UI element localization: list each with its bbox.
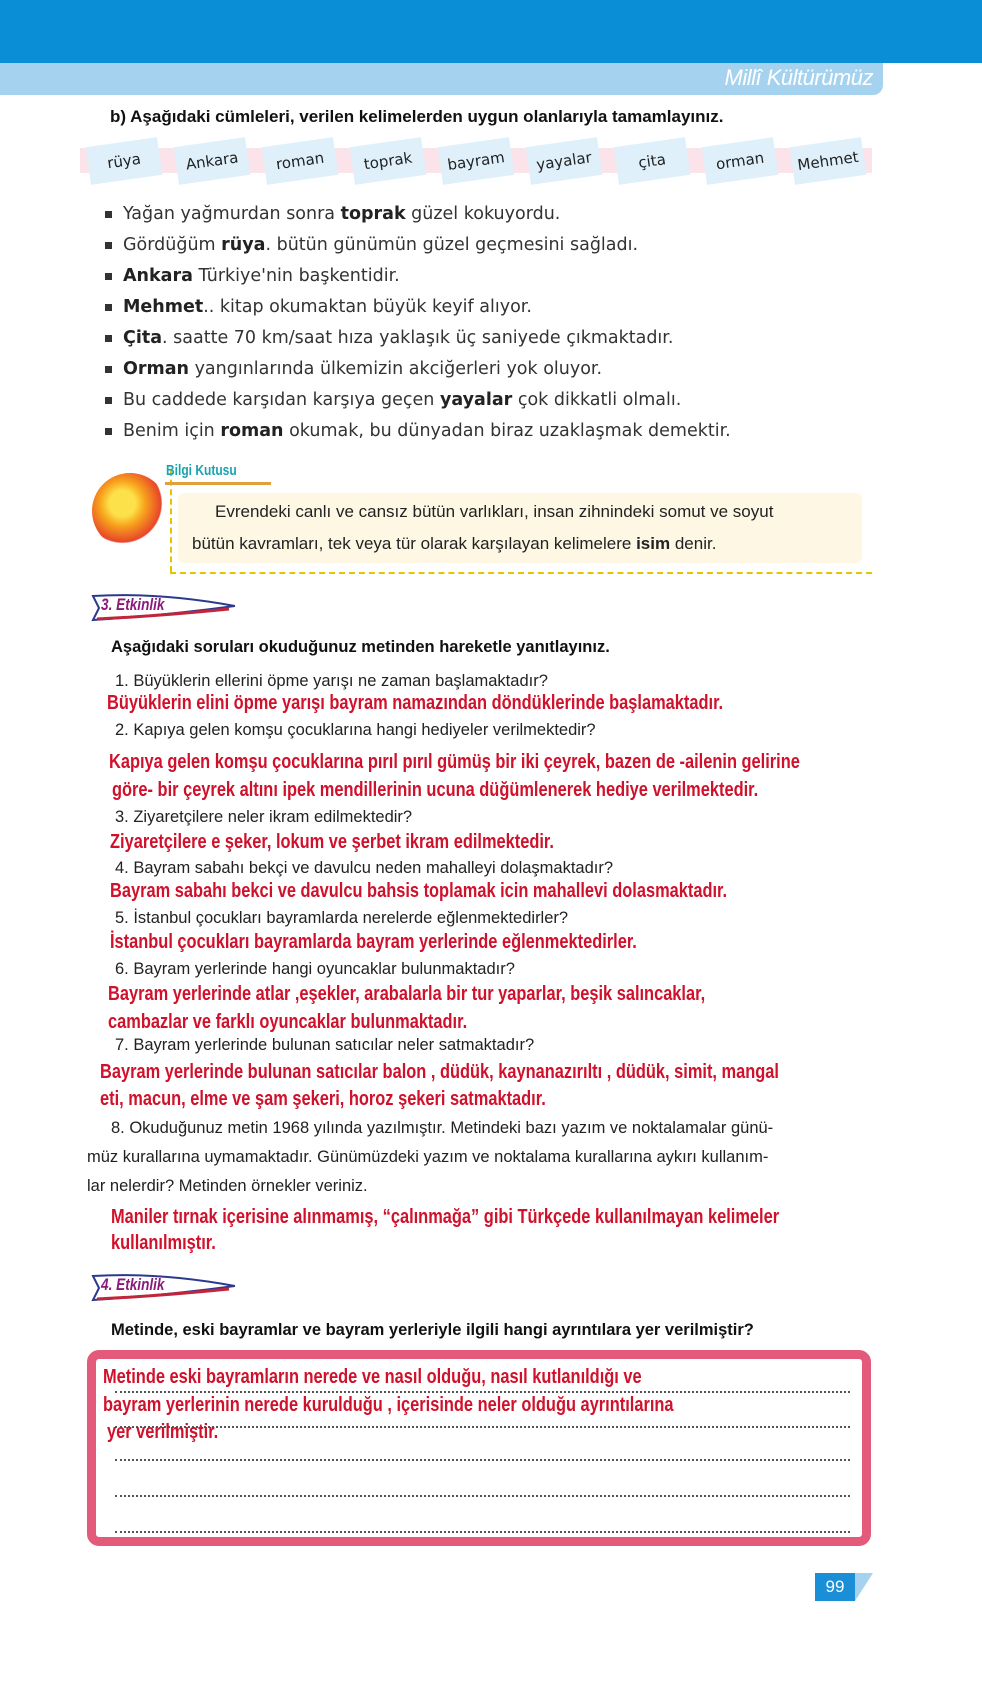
word-tag-label: rüya (86, 137, 163, 185)
word-tag (80, 138, 168, 184)
sentence-text: .. kitap okumaktan büyük keyif alıyor. (203, 297, 532, 317)
answer-7-line2: eti, macun, elme ve şam şekeri, horoz şekeri satmaktadır. (100, 1088, 546, 1110)
word-tag-label: roman (262, 137, 339, 185)
filled-word: toprak (340, 204, 406, 224)
answer-5: İstanbul çocukları bayramlarda bayram yerlerinde eğlenmektedirler. (110, 931, 637, 953)
info-label-underline (165, 482, 271, 485)
word-tag (520, 138, 608, 184)
word-tag-label: yayalar (526, 137, 603, 185)
word-tag (784, 138, 872, 184)
answer-line (115, 1459, 850, 1461)
sentence-text: Yağan yağmurdan sonra (123, 204, 341, 224)
activity-4-banner (89, 1272, 235, 1302)
filled-word: Çita (123, 328, 163, 348)
sentence-item (105, 266, 400, 286)
section-band (0, 63, 883, 95)
filled-word: roman (220, 421, 284, 441)
activity-3-instruction: Aşağıdaki soruları okuduğunuz metinden hareketle yanıtlayınız. (111, 638, 610, 656)
sentence-text: Gördüğüm (123, 235, 222, 255)
filled-word: rüya (221, 235, 266, 255)
answer-3: Ziyaretçilere e şeker, lokum ve şerbet ikram edilmektedir. (110, 831, 554, 853)
sentence-item (105, 235, 638, 255)
answer-4: Bayram sabahı bekci ve davulcu bahsis toplamak icin mahallevi dolasmaktadır. (110, 880, 728, 902)
question-1: 1. Büyüklerin ellerini öpme yarışı ne zaman başlamaktadır? (115, 672, 548, 690)
word-tag (344, 138, 432, 184)
word-tag (696, 138, 784, 184)
part-b-instruction: b) Aşağıdaki cümleleri, verilen kelimelerden uygun olanlarıyla tamamlayınız. (110, 107, 724, 126)
word-tag-label: orman (702, 137, 779, 185)
question-8-line3: lar nelerdir? Metinden örnekler veriniz. (87, 1177, 368, 1195)
question-4: 4. Bayram sabahı bekçi ve davulcu neden mahalleyi dolaşmaktadır? (115, 859, 614, 877)
answer-8-line2: kullanılmıştır. (111, 1232, 216, 1254)
info-divider (170, 470, 172, 572)
info-text-line1: Evrendeki canlı ve cansız bütün varlıkları, insan zihnindeki somut ve soyut (215, 502, 774, 521)
activity-4-question: Metinde, eski bayramlar ve bayram yerleriyle ilgili hangi ayrıntılara yer verilmiştir? (111, 1321, 754, 1339)
answer-1: Büyüklerin elini öpme yarışı bayram namazından döndüklerinde başlamaktadır. (107, 692, 724, 714)
question-8-line2: müz kurallarına uymamaktadır. Günümüzdeki yazım ve noktalama kurallarına aykırı kullanım- (87, 1148, 769, 1166)
activity-3-label: 3. Etkinlik (101, 595, 165, 614)
answer-line (115, 1426, 850, 1428)
question-3: 3. Ziyaretçilere neler ikram edilmektedir? (115, 808, 413, 826)
question-5: 5. İstanbul çocukları bayramlarda nerelerde eğlenmektedirler? (115, 909, 569, 927)
info-text: bütün kavramları, tek veya tür olarak karşılayan kelimelere (192, 534, 637, 553)
page-number: 99 (815, 1573, 855, 1601)
filled-word: yayalar (439, 390, 513, 410)
word-tag (432, 138, 520, 184)
word-tag-label: çita (614, 137, 691, 185)
word-tag (168, 138, 256, 184)
activity-4-answer-line3: yer verilmiştir. (107, 1421, 219, 1443)
question-8-line1: 8. Okuduğunuz metin 1968 yılında yazılmıştır. Metindeki bazı yazım ve noktalamalar günü- (111, 1119, 774, 1137)
activity-3-banner (89, 592, 235, 622)
question-7: 7. Bayram yerlerinde bulunan satıcılar neler satmaktadır? (115, 1036, 535, 1054)
sentence-text: . bütün günümün güzel geçmesini sağladı. (265, 235, 639, 255)
word-tag-label: Ankara (174, 137, 251, 185)
info-bottom-border (170, 572, 872, 574)
sentence-text: yangınlarında ülkemizin akciğerleri yok oluyor. (189, 359, 603, 379)
page-number-tab (855, 1573, 873, 1601)
info-text: denir. (670, 534, 717, 553)
filled-word: Mehmet (123, 297, 204, 317)
sentence-item (105, 390, 681, 410)
info-box-label: Bilgi Kutusu (166, 462, 237, 479)
sentence-text: Bu caddede karşıdan karşıya geçen (123, 390, 440, 410)
section-title: Millî Kültürümüz (724, 65, 873, 90)
filled-word: Ankara (123, 266, 193, 286)
answer-7-line1: Bayram yerlerinde bulunan satıcılar balon , düdük, kaynanazırıltı , düdük, simit, mangal (100, 1061, 779, 1083)
answer-line (115, 1531, 850, 1533)
sentence-item (105, 328, 673, 348)
sentence-item (105, 297, 532, 317)
word-tag (608, 138, 696, 184)
top-header-bar (0, 0, 982, 63)
answer-line (115, 1495, 850, 1497)
answer-6-line2: cambazlar ve farklı oyuncaklar bulunmaktadır. (108, 1011, 468, 1033)
sentence-item (105, 204, 560, 224)
sentence-text: Benim için (123, 421, 221, 441)
question-2: 2. Kapıya gelen komşu çocuklarına hangi hediyeler verilmektedir? (115, 721, 596, 739)
answer-2-line1: Kapıya gelen komşu çocuklarına pırıl pırıl gümüş bir iki çeyrek, bazen de -ailenin gelirine (109, 751, 800, 773)
answer-6-line1: Bayram yerlerinde atlar ,eşekler, arabalarla bir tur yaparlar, beşik salıncaklar, (108, 983, 706, 1005)
answer-line (115, 1391, 850, 1393)
word-tag (256, 138, 344, 184)
activity-4-label: 4. Etkinlik (101, 1275, 165, 1294)
sentence-text: güzel kokuyordu. (405, 204, 561, 224)
activity-4-answer-line1: Metinde eski bayramların nerede ve nasıl olduğu, nasıl kutlanıldığı ve (103, 1366, 642, 1388)
info-keyword: isim (636, 534, 671, 553)
info-text-line2 (192, 534, 716, 554)
question-6: 6. Bayram yerlerinde hangi oyuncaklar bulunmaktadır? (115, 960, 515, 978)
sentence-text: Türkiye'nin başkentidir. (192, 266, 400, 286)
sentence-item (105, 359, 602, 379)
sentence-text: okumak, bu dünyadan biraz uzaklaşmak demektir. (283, 421, 731, 441)
word-tag-label: Mehmet (790, 137, 867, 185)
sentence-item (105, 421, 731, 441)
answer-8-line1: Maniler tırnak içerisine alınmamış, “çalınmağa” gibi Türkçede kullanılmayan kelimeler (111, 1206, 780, 1228)
info-globe-icon (92, 473, 168, 549)
sentence-text: çok dikkatli olmalı. (512, 390, 682, 410)
filled-word: Orman (123, 359, 190, 379)
word-bank (80, 138, 872, 184)
word-tag-label: toprak (350, 137, 427, 185)
word-tag-label: bayram (438, 137, 515, 185)
activity-4-answer-line2: bayram yerlerinin nerede kurulduğu , içerisinde neler olduğu ayrıntılarına (103, 1394, 674, 1416)
sentence-text: . saatte 70 km/saat hıza yaklaşık üç saniyede çıkmaktadır. (162, 328, 674, 348)
answer-2-line2: göre- bir çeyrek altını ipek mendillerinin ucuna düğümlenerek hediye verilmektedir. (112, 779, 759, 801)
